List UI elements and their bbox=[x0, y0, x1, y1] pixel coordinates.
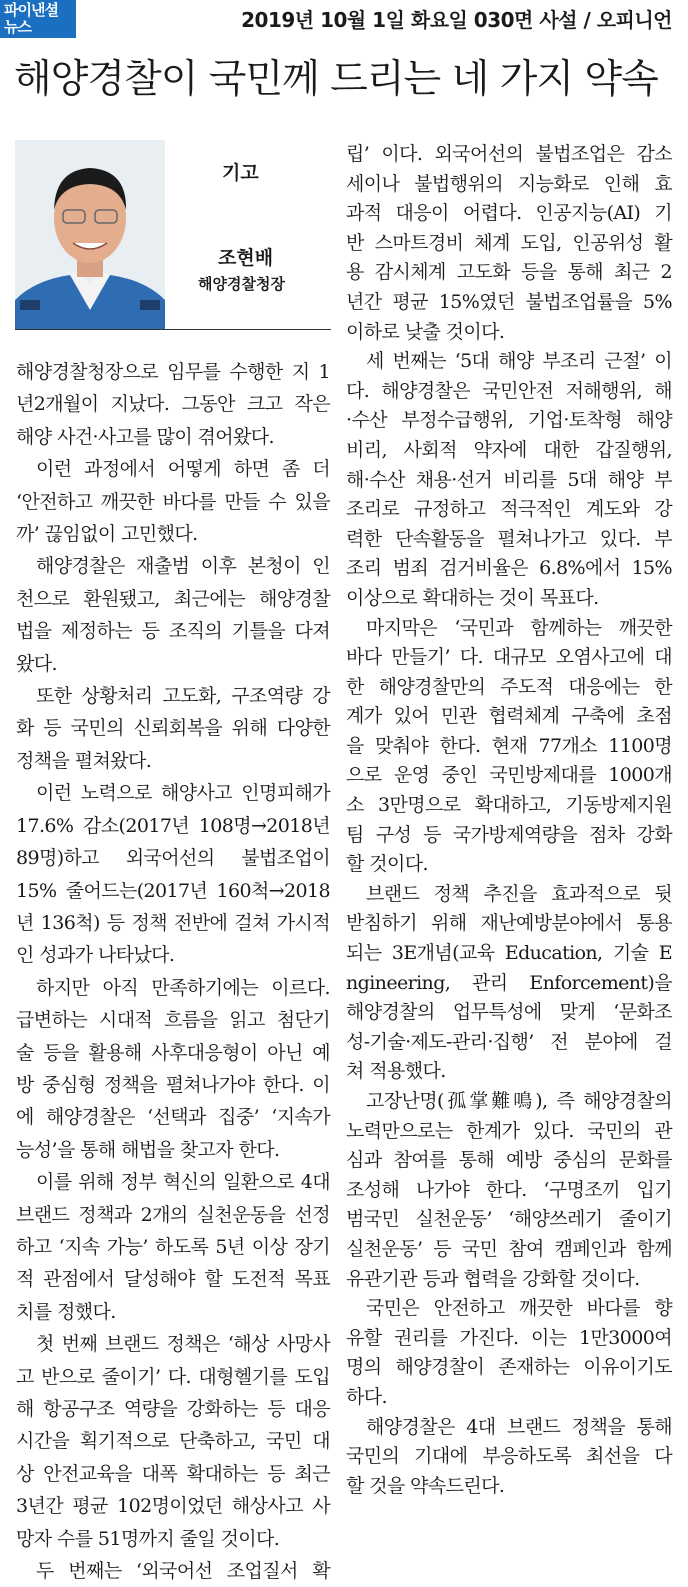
article-line: 15% 줄어드는(2017년 160척→2018 bbox=[16, 879, 330, 902]
article-line: 고 반으로 줄이기’ 다. 대형헬기를 도입 bbox=[16, 1365, 330, 1388]
article-paragraph bbox=[346, 140, 672, 347]
article-line: 이런 과정에서 어떻게 하면 좀 더 bbox=[36, 458, 330, 481]
article-line: 에 해양경찰은 ‘선택과 집중’ ‘지속가 bbox=[16, 1106, 330, 1129]
article-line: ngineering, 관리 Enforcement)을 bbox=[346, 971, 672, 994]
section-label: 기고 bbox=[222, 162, 259, 184]
article-paragraph bbox=[346, 347, 672, 613]
article-line: 브랜드 정책과 2개의 실천운동을 선정 bbox=[16, 1203, 330, 1226]
article-column-left bbox=[16, 356, 330, 1587]
article-line: 두 번째는 ‘외국어선 조업질서 확 bbox=[36, 1560, 330, 1583]
article-line: 89명)하고 외국어선의 불법조업이 bbox=[16, 847, 330, 870]
article-line: 세 번째는 ‘5대 해양 부조리 근절’ 이 bbox=[366, 350, 672, 373]
article-line: 세이나 불법행위의 지능화로 인해 효 bbox=[346, 172, 672, 195]
author-name: 조현배 bbox=[218, 247, 274, 269]
article-line: 쳐 적용했다. bbox=[346, 1060, 446, 1083]
article-line: 다. 해양경찰은 국민안전 저해행위, 해 bbox=[346, 379, 672, 402]
article-line: 또한 상황처리 고도화, 구조역량 강 bbox=[36, 685, 330, 708]
article-line: 이상으로 확대하는 것이 목표다. bbox=[346, 586, 599, 609]
article-line: 국민의 기대에 부응하도록 최선을 다 bbox=[346, 1445, 672, 1468]
newspaper-logo bbox=[0, 0, 76, 38]
article-line: 이하로 낮출 것이다. bbox=[346, 320, 505, 343]
article-line: 용 감시체계 고도화 등을 통해 최근 2 bbox=[346, 261, 672, 284]
article-line: 소 3만명으로 확대하고, 기동방제지원 bbox=[346, 794, 672, 817]
dateline: 2019년 10월 1일 화요일 030면 사설 / 오피니언 bbox=[241, 8, 672, 32]
article-line: 년2개월이 지났다. 그동안 크고 작은 bbox=[16, 393, 330, 416]
article-line: 바다 만들기’ 다. 대규모 오염사고에 대 bbox=[346, 646, 672, 669]
article-line: 인 성과가 나타났다. bbox=[16, 944, 175, 967]
article-line: 계가 있어 민관 협력체계 구축에 초점 bbox=[346, 705, 672, 728]
article-line: 하지만 아직 만족하기에는 이르다. bbox=[36, 976, 330, 999]
article-paragraph bbox=[346, 1087, 672, 1294]
article-line: 범국민 실천운동’ ‘해양쓰레기 줄이기 bbox=[346, 1208, 672, 1231]
article-line: 심과 참여를 통해 예방 중심의 문화를 bbox=[346, 1149, 672, 1172]
article-column-right bbox=[346, 140, 672, 1501]
article-line: ·수산 부정수급행위, 기업·토착형 해양 bbox=[346, 409, 672, 432]
article-line: 유할 권리를 가진다. 이는 1만3000여 bbox=[346, 1326, 672, 1349]
article-line: 이런 노력으로 해양사고 인명피해가 bbox=[36, 782, 330, 805]
article-line: 할 것이다. bbox=[346, 853, 428, 876]
article-line: 조리로 규정하고 적극적인 계도와 강 bbox=[346, 498, 672, 521]
article-line: 년간 평균 15%였던 불법조업률을 5% bbox=[346, 290, 672, 313]
article-line: 과적 대응이 어렵다. 인공지능(AI) 기 bbox=[346, 202, 672, 225]
article-line: 해양경찰은 재출범 이후 본청이 인 bbox=[36, 555, 330, 578]
article-paragraph bbox=[346, 614, 672, 880]
article-line: 노력만으로는 한계가 있다. 국민의 관 bbox=[346, 1119, 672, 1142]
article-line: 을 맞춰야 한다. 현재 77개소 1100명 bbox=[346, 734, 672, 757]
article-paragraph bbox=[16, 1166, 330, 1328]
article-line: 마지막은 ‘국민과 함께하는 깨끗한 bbox=[366, 616, 672, 639]
article-line: 적 관점에서 달성해야 할 도전적 목표 bbox=[16, 1268, 330, 1291]
article-paragraph bbox=[346, 880, 672, 1087]
article-line: 까’ 끊임없이 고민했다. bbox=[16, 523, 198, 546]
author-photo bbox=[15, 140, 165, 330]
article-paragraph bbox=[16, 550, 330, 680]
article-line: 국민은 안전하고 깨끗한 바다를 향 bbox=[366, 1297, 672, 1320]
article-line: 정책을 펼쳐왔다. bbox=[16, 749, 152, 772]
article-paragraph bbox=[346, 1294, 672, 1412]
article-line: 한 해양경찰만의 주도적 대응에는 한 bbox=[346, 675, 672, 698]
article-line: 고장난명(孤掌難鳴), 즉 해양경찰의 bbox=[366, 1090, 672, 1112]
article-line: 력한 단속활동을 펼쳐나가고 있다. 부 bbox=[346, 527, 672, 550]
article-line: 첫 번째 브랜드 정책은 ‘해상 사망사 bbox=[36, 1333, 330, 1356]
article-line: 왔다. bbox=[16, 652, 57, 675]
article-line: 유관기관 등과 협력을 강화할 것이다. bbox=[346, 1267, 640, 1290]
article-line: 망자 수를 51명까지 줄일 것이다. bbox=[16, 1527, 280, 1550]
article-paragraph bbox=[16, 680, 330, 777]
article-line: 받침하기 위해 재난예방분야에서 통용 bbox=[346, 912, 672, 935]
article-paragraph bbox=[346, 1413, 672, 1502]
logo-line-2: 뉴스 bbox=[4, 18, 31, 36]
article-line: 되는 3E개념(교육 Education, 기술 E bbox=[346, 942, 672, 965]
article-line: 조리 범죄 검거비율은 6.8%에서 15% bbox=[346, 557, 672, 580]
article-paragraph bbox=[16, 453, 330, 550]
article-line: 반 스마트경비 체계 도입, 인공위성 활 bbox=[346, 231, 672, 254]
article-line: 비리, 사회적 약자에 대한 갑질행위, bbox=[346, 438, 672, 461]
headline: 해양경찰이 국민께 드리는 네 가지 약속 bbox=[14, 57, 658, 102]
article-paragraph bbox=[16, 356, 330, 453]
article-line: 해 항공구조 역량을 강화하는 등 대응 bbox=[16, 1398, 330, 1420]
article-line: 해양경찰청장으로 임무를 수행한 지 1 bbox=[16, 361, 330, 383]
article-line: ‘안전하고 깨끗한 바다를 만들 수 있을 bbox=[16, 490, 330, 513]
article-line: 해양경찰의 업무특성에 맞게 ‘문화조 bbox=[346, 1001, 672, 1024]
article-paragraph bbox=[16, 777, 330, 971]
article-line: 팀 구성 등 국가방제역량을 점차 강화 bbox=[346, 823, 672, 846]
article-paragraph bbox=[16, 1328, 330, 1555]
article-line: 17.6% 감소(2017년 108명→2018년 bbox=[16, 814, 330, 837]
article-line: 이를 위해 정부 혁신의 일환으로 4대 bbox=[36, 1171, 330, 1194]
article-line: 급변하는 시대적 흐름을 읽고 첨단기 bbox=[16, 1009, 330, 1032]
article-line: 년 136척) 등 정책 전반에 걸쳐 가시적 bbox=[16, 911, 330, 934]
byline-divider bbox=[15, 329, 331, 330]
article-line: 하다. bbox=[346, 1385, 387, 1408]
article-line: 명의 해양경찰이 존재하는 이유이기도 bbox=[346, 1356, 672, 1379]
article-line: 방 중심형 정책을 펼쳐나가야 한다. 이 bbox=[16, 1073, 330, 1096]
article-line: 하고 ‘지속 가능’ 하도록 5년 이상 장기 bbox=[16, 1235, 330, 1258]
article-line: 해·수산 채용·선거 비리를 5대 해양 부 bbox=[346, 468, 672, 491]
article-line: 립’ 이다. 외국어선의 불법조업은 감소 bbox=[346, 143, 672, 165]
article-paragraph bbox=[16, 972, 330, 1166]
author-title: 해양경찰청장 bbox=[198, 275, 285, 293]
article-line: 해양경찰은 4대 브랜드 정책을 통해 bbox=[366, 1415, 672, 1438]
article-line: 시간을 획기적으로 단축하고, 국민 대 bbox=[16, 1430, 330, 1453]
article-line: 치를 정했다. bbox=[16, 1300, 116, 1323]
article-line: 상 안전교육을 대폭 확대하는 등 최근 bbox=[16, 1462, 330, 1485]
article-line: 천으로 환원됐고, 최근에는 해양경찰 bbox=[16, 587, 330, 610]
article-line: 할 것을 약속드린다. bbox=[346, 1474, 505, 1497]
article-line: 브랜드 정책 추진을 효과적으로 뒷 bbox=[366, 882, 672, 905]
article-line: 술 등을 활용해 사후대응형이 아닌 예 bbox=[16, 1041, 330, 1064]
article-line: 조성해 나가야 한다. ‘구명조끼 입기 bbox=[346, 1178, 672, 1201]
article-line: 화 등 국민의 신뢰회복을 위해 다양한 bbox=[16, 717, 330, 740]
article-line: 3년간 평균 102명이었던 해상사고 사 bbox=[16, 1495, 330, 1518]
article-paragraph bbox=[16, 1555, 330, 1587]
article-line: 법을 제정하는 등 조직의 기틀을 다져 bbox=[16, 620, 330, 643]
article-line: 실천운동’ 등 국민 참여 캠페인과 함께 bbox=[346, 1237, 672, 1260]
article-line: 해양 사건·사고를 많이 겪어왔다. bbox=[16, 425, 275, 448]
article-line: 능성’을 통해 해법을 찾고자 한다. bbox=[16, 1138, 280, 1161]
article-line: 으로 운영 중인 국민방제대를 1000개 bbox=[346, 764, 672, 787]
article-line: 성-기술·제도-관리·집행’ 전 분야에 걸 bbox=[346, 1030, 672, 1053]
logo-line-1: 파이낸셜 bbox=[4, 1, 58, 19]
